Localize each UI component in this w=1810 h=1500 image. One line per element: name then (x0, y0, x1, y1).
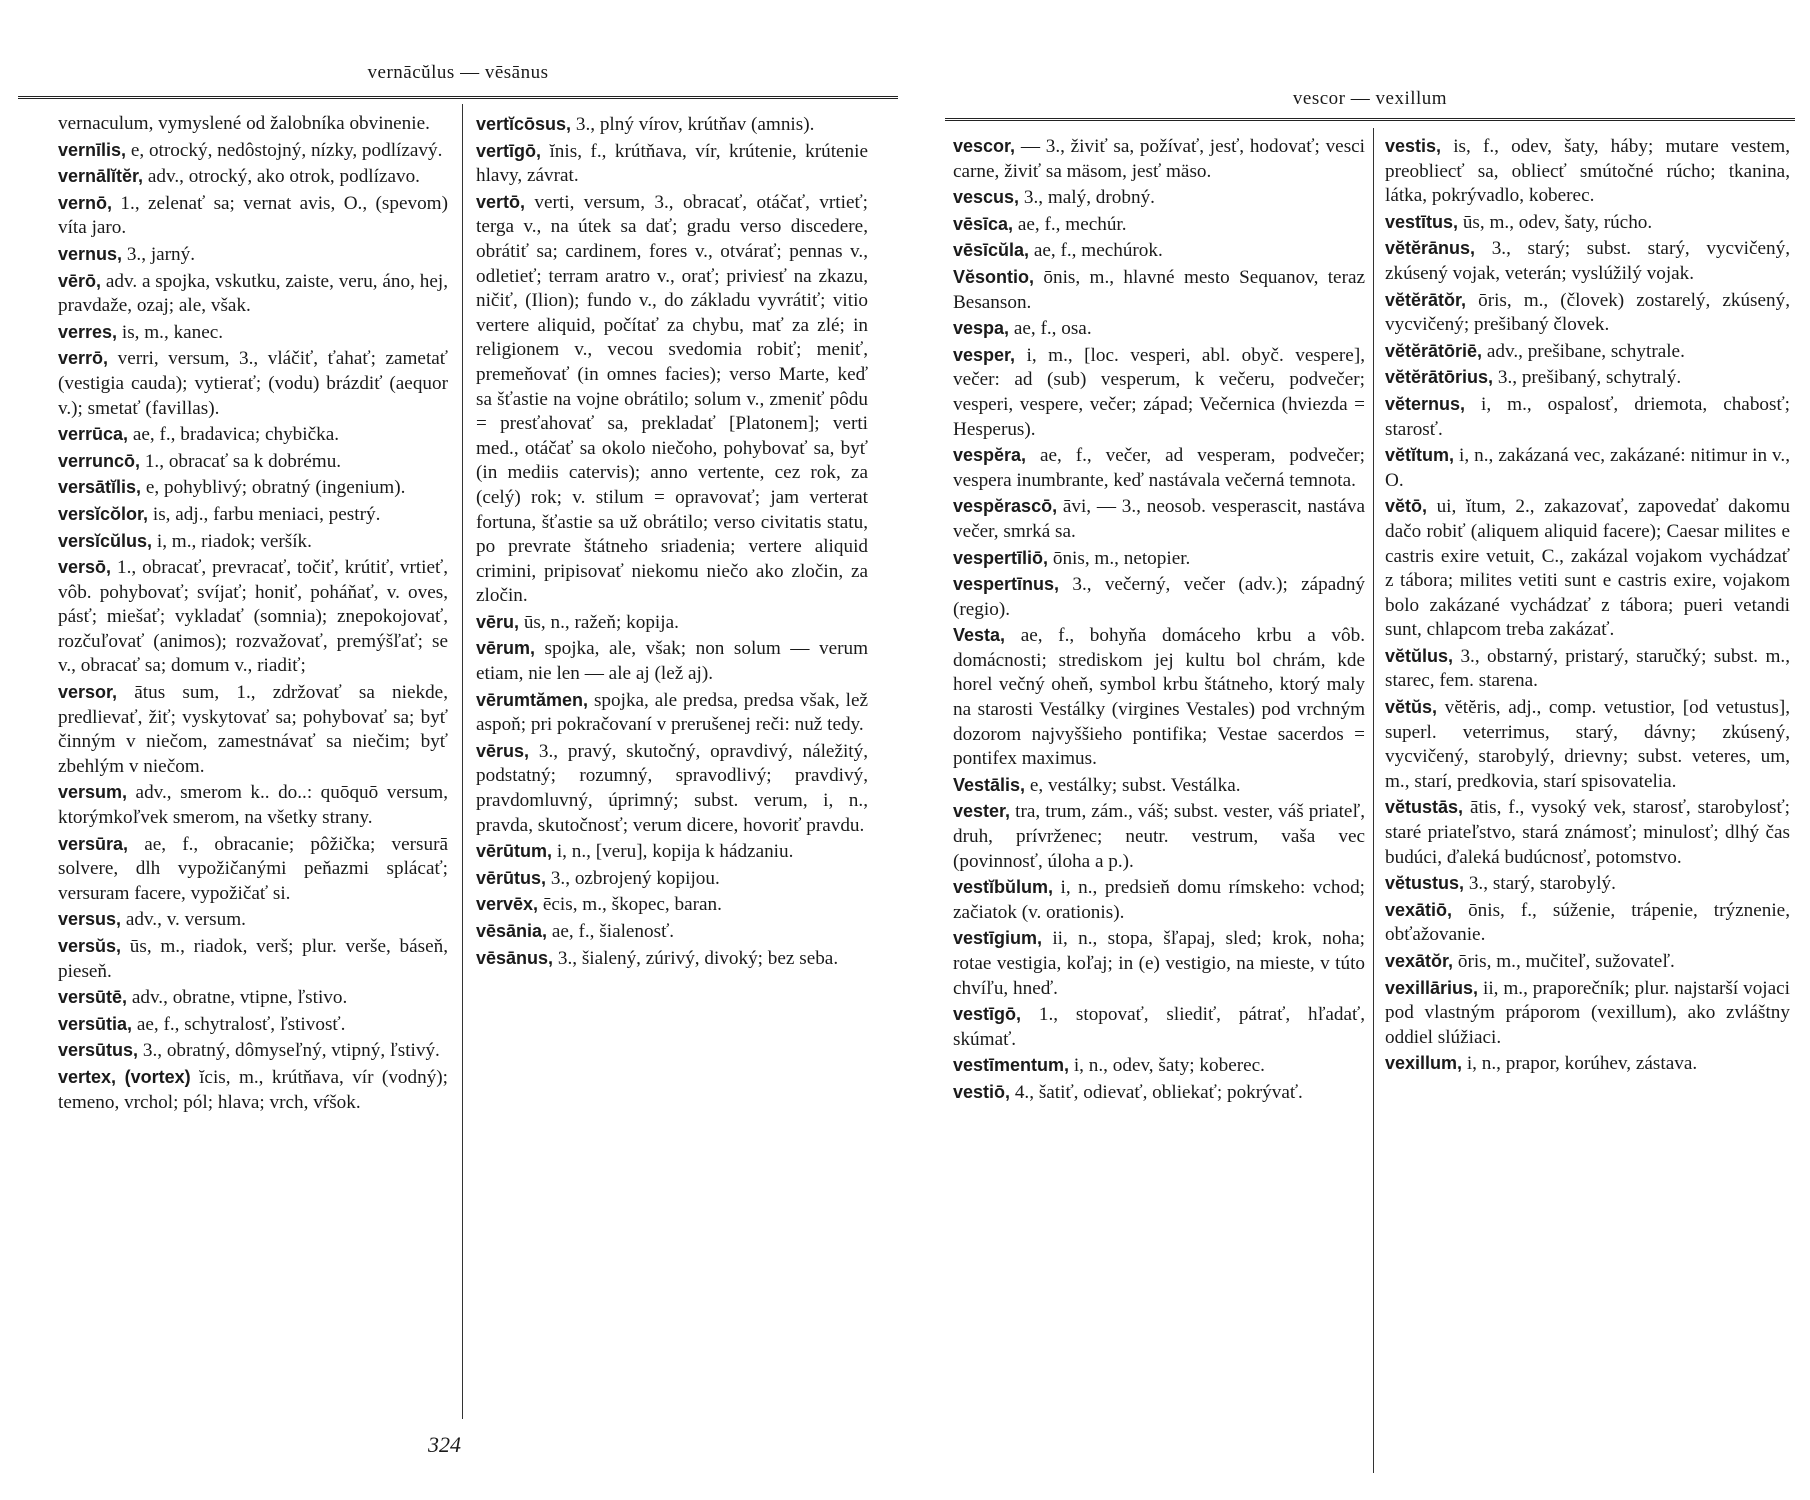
right-running-head: vescor — vexillum (1292, 88, 1448, 109)
entry-headword: versātĭlis, (58, 477, 142, 498)
entry-headword: vĕtŭs, (1385, 697, 1438, 718)
right-column-divider (1373, 128, 1374, 1473)
entry-definition: verti, versum, 3., obracať, otáčať, vrtieť; terga v., na útek sa dať; gradu verso discedere, obrátiť sa; cardinem, fores v., otvárať; pennas v., odletieť; terram aratro v., orať; priviesť na zkazu, ničiť, (Ilion); fundo v., do základu vyvrátiť; vitio vertere aliquid, počítať za chybu, mať za zlé; in religionem v., vecou svedomia robiť; meniť, premeňovať (in omnes facies); verso Marte, keď sa šťastie na vojne obrátilo; solum v., zmeniť pôdu = presťahovať sa, prekladať [Platonem]; verti med., otáčať sa okolo niečoho, pohybovať sa, byť (in mediis catervis); anno vertente, cez rok, za (celý) rok; v. stilum = opravovať; jam verterat fortuna, šťastie sa už obrátilo; verso civitatis statu, po prevrate štátneho sriadenia; vertere aliquid crimini, pripisovať niekomu niečo ako zločin, za zločin. (476, 191, 868, 607)
entry-definition: 1., zelenať sa; vernat avis, O., (spevom) víta jaro. (58, 192, 448, 239)
entry-headword: vespertīnus, (953, 574, 1060, 595)
entry-definition: 3., starý; subst. starý, vycvičený, zkúsený vojak, veterán; vyslúžilý vojak. (1385, 238, 1791, 284)
entry-headword: vespa, (953, 318, 1010, 339)
entry-headword: vĕtĕrātōriē, (1385, 340, 1483, 361)
dictionary-entry (953, 1080, 1365, 1106)
dictionary-entry (58, 832, 448, 907)
entry-headword: vertĭcōsus, (476, 114, 572, 134)
dictionary-entry (1385, 494, 1790, 643)
entry-headword: vērūtus, (476, 867, 547, 888)
entry-definition: e, vestálky; subst. Vestálka. (1029, 774, 1241, 796)
entry-definition: 3., ozbrojený kopijou. (550, 867, 720, 889)
dictionary-entry (1385, 365, 1790, 391)
entry-definition: 3., večerný, večer (adv.); západný (regio). (953, 574, 1366, 620)
entry-definition: 3., plný vírov, krútňav (amnis). (575, 114, 815, 135)
entry-definition: adv., prešibane, schytrale. (1486, 340, 1685, 362)
entry-definition: is, f., odev, šaty, háby; mutare vestem, preobliecť sa, obliecť smútočné rúcho; tkanina, látka, pokrývadlo, koberec. (1385, 136, 1791, 207)
dictionary-entry (1385, 339, 1790, 365)
entry-definition: i, n., [veru], kopija k hádzaniu. (556, 841, 794, 863)
dictionary-entry (953, 546, 1365, 572)
entry-definition: vĕtĕris, adj., comp. vetustior, [od vetustus], superl. veterrimus, starý, dávny; zkúsený, vycvičený, starobylý, drievny; subst. veteres, um, m., starí, predkovia, starí spisovatelia. (1385, 697, 1791, 792)
entry-definition: ēcis, m., škopec, baran. (542, 894, 722, 916)
entry-definition: i, n., predsieň domu rímskeho: vchod; začiatok (v. orationis). (953, 877, 1365, 923)
entry-headword: vespĕrascō, (953, 496, 1058, 517)
dictionary-entry (953, 623, 1365, 772)
entry-headword: vēsānia, (476, 921, 548, 941)
dictionary-entry (58, 907, 448, 933)
dictionary-entry (58, 934, 448, 984)
entry-headword: versĭcŏlor, (58, 503, 149, 524)
entry-definition: 3., pravý, skutočný, opravdivý, náležitý, podstatný; rozumný, spravodlivý; pravdivý, pravdomluvný, úprimný; subst. verum, i, n., pravda, skutočnosť; verum dicere, hovoriť pravdu. (476, 740, 869, 836)
entry-definition: ae, f., schytralosť, ľstivosť. (136, 1013, 346, 1035)
entry-headword: versō, (58, 557, 112, 578)
entry-definition: spojka, ale, však; non solum — verum etiam, nie len — ale aj (lež aj). (476, 638, 869, 685)
entry-definition: ātis, f., vysoký vek, starosť, starobylosť; staré priateľstvo, stará známosť; minulosť; dlhý čas budúci, ďaleká budúcnosť, potomstvo. (1385, 797, 1790, 868)
entry-headword: vēsīca, (953, 213, 1014, 234)
dictionary-entry (476, 190, 868, 609)
entry-headword: vēsānus, (476, 947, 554, 968)
entry-definition: adv., otrocký, ako otrok, podlízavo. (147, 166, 420, 188)
dictionary-entry (58, 191, 448, 241)
entry-definition: 4., šatiť, odievať, obliekať; pokrývať. (1014, 1081, 1303, 1103)
entry-headword: vernō, (58, 192, 113, 213)
dictionary-entry (476, 739, 868, 838)
entry-definition: ae, f., osa. (1013, 318, 1092, 340)
entry-definition: ōris, m., (človek) zostarelý, zkúsený, vycvičený; prešibaný človek. (1385, 289, 1791, 336)
entry-definition: 3., obstarný, pristarý, staručký; subst. m., starec, fem. starena. (1385, 645, 1791, 692)
right-page (945, 0, 1795, 1500)
entry-definition: — 3., živiť sa, požívať, jesť, hodovať; vesci carne, živiť sa mäsom, jesť mäso. (953, 136, 1366, 182)
left-column-a (58, 112, 448, 1116)
entry-definition: adv., smerom k.. do..: quōquō versum, ktorýmkoľvek smerom, na všetky strany. (58, 782, 449, 829)
dictionary-entry (953, 343, 1365, 442)
dictionary-entry (953, 238, 1365, 264)
entry-headword: vescor, (953, 136, 1016, 156)
dictionary-entry (476, 139, 868, 189)
entry-headword: vernīlis, (58, 139, 127, 160)
dictionary-entry (953, 134, 1365, 184)
dictionary-entry (58, 1038, 448, 1064)
entry-headword: vestīmentum, (953, 1055, 1070, 1076)
entry-definition: ae, f., večer, ad vesperam, podvečer; vespera inumbrante, keď nastávala večerná temnota. (953, 445, 1365, 491)
entry-headword: vexillārius, (1385, 977, 1479, 998)
entry-definition: 1., obracať, prevracať, točiť, krútiť, vrtieť, vôb. pohybovať; svíjať; honiť, poháňať, v. oves, pásť; miešať; vykladať (somnia); znepokojovať, rozčuľovať (animos); rozvažovať, premýšľať; se v., obracať sa; domum v., riadiť; (58, 557, 449, 677)
entry-headword: vervēx, (476, 894, 539, 915)
entry-headword: vērō, (58, 270, 102, 291)
dictionary-entry (1385, 210, 1790, 236)
entry-headword: vērumtămen, (476, 689, 589, 710)
entry-definition: i, m., ospalosť, driemota, chabosť; starosť. (1385, 393, 1791, 440)
entry-definition: ūs, n., ražeň; kopija. (523, 611, 679, 633)
entry-definition: verri, versum, 3., vláčiť, ťahať; zametať (vestigia cauda); vytierať; (vodu) brázdiť (aequor v.); smetať (favillas). (58, 348, 448, 419)
dictionary-entry (1385, 443, 1790, 493)
entry-definition: ae, f., šialenosť. (551, 921, 675, 942)
entry-definition: e, otrocký, nedôstojný, nízky, podlízavý. (130, 139, 443, 161)
dictionary-entry (58, 269, 448, 319)
dictionary-entry (1385, 695, 1790, 794)
dictionary-entry (58, 529, 448, 555)
entry-headword: verrō, (58, 348, 109, 369)
entry-definition: 3., starý, starobylý. (1468, 873, 1616, 895)
dictionary-entry (476, 636, 868, 686)
entry-definition: ĭcis, m., krútňava, vír (vodný); temeno, vrchol; pól; hlava; vrch, vŕšok. (58, 1066, 449, 1113)
dictionary-entry (58, 780, 448, 830)
entry-headword: verruncō, (58, 450, 141, 471)
dictionary-entry (58, 242, 448, 268)
dictionary-entry (1385, 795, 1790, 870)
entry-headword: verrūca, (58, 424, 129, 445)
entry-headword: vertīgō, (476, 140, 542, 161)
entry-headword: versum, (58, 782, 128, 803)
entry-definition: 3., šialený, zúrivý, divoký; bez seba. (557, 947, 839, 969)
dictionary-entry (476, 688, 868, 738)
dictionary-entry (58, 346, 448, 421)
entry-definition: ĭnis, f., krútňava, vír, krútenie, krútenie hlavy, závrat. (476, 140, 868, 187)
entry-definition: i, m., [loc. vesperi, abl. obyč. vespere], večer: ad (sub) vesperum, k večeru, podvečer; vesperi, vespere, večer; západ; Večernica (hviezda = Hesperus). (953, 344, 1366, 440)
dictionary-entry (953, 875, 1365, 925)
dictionary-entry (1385, 644, 1790, 694)
entry-headword: vĕtĕrātōrius, (1385, 367, 1494, 388)
dictionary-entry (58, 1012, 448, 1038)
entry-definition: ōnis, m., hlavné mesto Sequanov, teraz Besanson. (953, 266, 1365, 313)
entry-headword: vertō, (476, 191, 526, 212)
dictionary-entry (476, 866, 868, 892)
dictionary-entry (953, 1053, 1365, 1079)
entry-headword: vescus, (953, 187, 1020, 208)
entry-headword: vĕtĭtum, (1385, 445, 1455, 466)
dictionary-entry (476, 839, 868, 865)
entry-definition: adv., v. versum. (125, 909, 246, 931)
dictionary-entry (1385, 392, 1790, 442)
entry-headword: vertex, (vortex) (58, 1066, 191, 1087)
dictionary-entry (476, 919, 868, 945)
entry-definition: i, n., zakázaná vec, zakázané: nitimur in v., O. (1385, 445, 1790, 491)
entry-definition: ae, f., bohyňa domáceho krbu a vôb. domácnosti; strediskom jej kultu bol chrám, kde horel večný oheň, symbol krbu štátneho, ktorý maly na starosti Vestálky (virgines Vestales) pod vrchným dozorom najvyššieho pontifika; Vestae sacerdos = pontifex maximus. (953, 625, 1365, 770)
entry-headword: vestīgium, (953, 928, 1043, 949)
entry-definition: tra, trum, zám., váš; subst. vester, váš priateľ, druh, prívrženec; neutr. vestrum, vaša vec (povinnosť, úloha a p.). (953, 801, 1366, 872)
dictionary-entry (58, 680, 448, 779)
entry-headword: vestiō, (953, 1081, 1011, 1102)
dictionary-entry (953, 773, 1365, 799)
dictionary-entry (58, 502, 448, 528)
entry-headword: vestītus, (1385, 211, 1459, 232)
entry-headword: vēru, (476, 611, 520, 632)
entry-definition: ōris, m., mučiteľ, sužovateľ. (1457, 951, 1675, 972)
entry-headword: vĕtō, (1385, 496, 1428, 517)
entry-definition: ae, f., obracanie; pôžička; versurā solvere, dlh vypožičanými peňazmi splácať; versuram facere, vypožičať si. (58, 833, 449, 904)
entry-headword: vernālĭtĕr, (58, 166, 144, 187)
dictionary-entry (476, 892, 868, 918)
entry-headword: vexātiō, (1385, 899, 1453, 920)
entry-definition: ōnis, m., netopier. (1052, 547, 1191, 569)
dictionary-entry (476, 610, 868, 636)
page-number: 324 (428, 1432, 461, 1457)
dictionary-entry (953, 265, 1365, 315)
entry-definition: adv., obratne, vtipne, ľstivo. (131, 987, 348, 1009)
entry-definition: 1., obracať sa k dobrému. (144, 450, 342, 472)
entry-headword: vespĕra, (953, 445, 1027, 466)
dictionary-entry (1385, 871, 1790, 897)
entry-headword: versūtē, (58, 987, 128, 1008)
dictionary-entry (1385, 288, 1790, 338)
entry-headword: vester, (953, 801, 1011, 822)
dictionary-entry (953, 443, 1365, 493)
entry-headword: versŭs, (58, 936, 122, 956)
entry-headword: versūtus, (58, 1040, 139, 1061)
dictionary-entry (58, 475, 448, 501)
dictionary-entry (58, 985, 448, 1011)
dictionary-entry (1385, 976, 1790, 1051)
dictionary-entry (953, 926, 1365, 1001)
entry-headword: vēsīcŭla, (953, 240, 1030, 261)
right-header-rule (945, 118, 1795, 121)
dictionary-entry (953, 185, 1365, 211)
entry-headword: vĕtĕrātŏr, (1385, 289, 1467, 310)
entry-definition: spojka, ale predsa, predsa však, lež aspoň; pri pokračovaní v prerušenej reči: nuž tedy. (476, 689, 868, 736)
entry-definition: is, m., kanec. (121, 321, 224, 343)
dictionary-entry (953, 316, 1365, 342)
entry-headword: versūra, (58, 833, 129, 854)
dictionary-entry (1385, 949, 1790, 975)
entry-definition: ūs, m., odev, šaty, rúcho. (1462, 211, 1653, 233)
dictionary-entry (953, 572, 1365, 622)
entry-definition: i, n., odev, šaty; koberec. (1073, 1055, 1265, 1077)
entry-definition: vernaculum, vymyslené od žalobníka obvinenie. (58, 113, 430, 134)
entry-headword: vestis, (1385, 136, 1442, 156)
entry-definition: ūs, m., riadok, verš; plur. verše, báseň, pieseň. (58, 936, 449, 982)
entry-headword: vĕtustus, (1385, 873, 1465, 894)
entry-headword: vespertīliō, (953, 547, 1049, 568)
dictionary-entry (953, 799, 1365, 874)
dictionary-entry (58, 138, 448, 164)
entry-definition: i, m., riadok; veršík. (156, 530, 312, 552)
entry-headword: vĕtustās, (1385, 797, 1464, 818)
entry-definition: ōnis, f., súženie, trápenie, trýznenie, obťažovanie. (1385, 899, 1790, 946)
entry-headword: versĭcŭlus, (58, 530, 153, 551)
entry-definition: ae, f., bradavica; chybička. (132, 424, 340, 446)
left-column-b (476, 112, 868, 972)
entry-headword: Vĕsontio, (953, 266, 1035, 287)
entry-headword: vernus, (58, 243, 123, 264)
dictionary-entry (58, 164, 448, 190)
entry-headword: vestīgō, (953, 1004, 1022, 1025)
entry-definition: e, pohyblivý; obratný (ingenium). (145, 477, 406, 499)
right-column-b (1385, 134, 1790, 1078)
entry-headword: vĕtŭlus, (1385, 645, 1454, 666)
entry-headword: vesper, (953, 344, 1016, 365)
entry-headword: vērus, (476, 740, 530, 761)
entry-definition: 3., obratný, dômyseľný, vtipný, ľstivý. (142, 1040, 440, 1062)
entry-headword: vĕternus, (1385, 393, 1466, 414)
dictionary-entry (476, 946, 868, 972)
dictionary-entry (58, 555, 448, 679)
dictionary-entry (1385, 134, 1790, 209)
entry-definition: ui, ĭtum, 2., zakazovať, zapovedať dakomu dačo robiť (aliquem aliquid facere); Caesar milites e castris exire vetuit, C., zakázal vojakom vychádzať z tábora; milites vetiti sunt e castris exire, vojakom bolo zakázané vychádzať z tábora; pueri vetandi sunt, chlapcom treba zakázať. (1385, 496, 1790, 641)
entry-definition: ātus sum, 1., zdržovať sa niekde, predlievať, žiť; vyskytovať sa; pohybovať sa; byť činným v niečom, zamestnávať sa niečim; byť zbehlým v niečom. (58, 682, 448, 777)
entry-headword: versor, (58, 682, 118, 703)
entry-definition: ae, f., mechúrok. (1033, 240, 1163, 262)
left-page (18, 0, 898, 1500)
entry-headword: vexātŏr, (1385, 951, 1454, 971)
dictionary-entry (58, 320, 448, 346)
dictionary-entry (1385, 236, 1790, 286)
entry-definition: ii, n., stopa, šľapaj, sled; krok, noha; rotae vestigia, koľaj; in (e) vestigio, na mieste, v túto chvíľu, hneď. (953, 928, 1366, 999)
dictionary-entry (953, 212, 1365, 238)
entry-definition: is, adj., farbu meniaci, pestrý. (152, 503, 381, 525)
entry-definition: 3., prešibaný, schytralý. (1497, 367, 1682, 389)
dictionary-entry (58, 112, 448, 137)
right-column-a (953, 134, 1365, 1107)
entry-headword: Vestālis, (953, 774, 1026, 795)
entry-definition: adv. a spojka, vskutku, zaiste, veru, áno, hej, pravdaže, ozaj; ale, však. (58, 270, 448, 317)
entry-definition: ii, m., praporečník; plur. najstarší vojaci pod vlastným práporom (vexillum), ako zvláštny oddiel slúžiaci. (1385, 977, 1790, 1048)
entry-headword: verres, (58, 321, 118, 342)
entry-definition: 3., malý, drobný. (1023, 187, 1155, 209)
left-running-head: vernācŭlus — vēsānus (367, 62, 549, 83)
entry-definition: ae, f., mechúr. (1017, 213, 1127, 235)
entry-definition: 3., jarný. (126, 243, 196, 265)
entry-headword: vērūtum, (476, 841, 553, 862)
dictionary-entry (58, 1065, 448, 1115)
entry-headword: Vesta, (953, 625, 1006, 646)
dictionary-entry (476, 112, 868, 138)
entry-definition: āvi, — 3., neosob. vesperascit, nastáva večer, smrká sa. (953, 496, 1365, 542)
left-header-rule (18, 96, 898, 99)
dictionary-entry (58, 449, 448, 475)
dictionary-entry (953, 494, 1365, 544)
dictionary-entry (1385, 1051, 1790, 1077)
entry-headword: vexillum, (1385, 1053, 1463, 1074)
left-column-divider (462, 104, 463, 1419)
entry-definition: 1., stopovať, sliediť, pátrať, hľadať, skúmať. (953, 1004, 1365, 1050)
entry-headword: versūtia, (58, 1013, 133, 1034)
entry-headword: vĕtĕrānus, (1385, 238, 1476, 259)
dictionary-entry (58, 422, 448, 448)
dictionary-entry (1385, 898, 1790, 948)
entry-headword: vērum, (476, 638, 536, 659)
dictionary-entry (953, 1002, 1365, 1052)
entry-headword: vestĭbŭlum, (953, 877, 1054, 898)
entry-definition: i, n., prapor, korúhev, zástava. (1466, 1053, 1698, 1075)
entry-headword: versus, (58, 909, 122, 930)
